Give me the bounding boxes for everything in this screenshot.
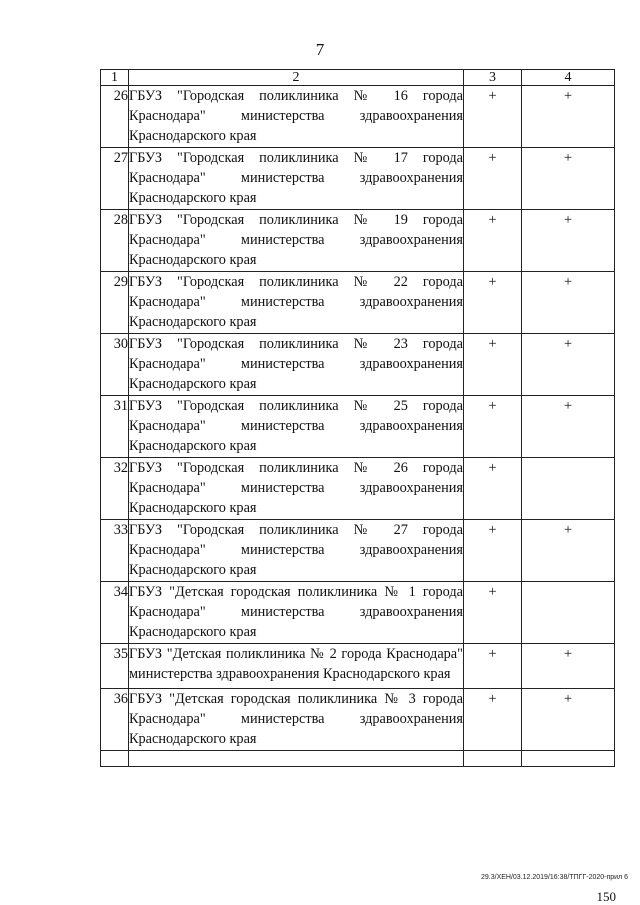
column-4-mark-cell: +: [522, 148, 615, 210]
institution-name-cell: ГБУЗ "Городская поликлиника № 25 города Краснодара" министерства здравоохранения Краснодарского края: [129, 396, 464, 458]
institution-name-cell: ГБУЗ "Городская поликлиника № 16 города Краснодара" министерства здравоохранения Краснодарского края: [129, 86, 464, 148]
table-header-row: [101, 70, 615, 86]
table-row: [101, 689, 615, 751]
column-3-mark-cell: +: [464, 272, 522, 334]
institution-name-cell: ГБУЗ "Городская поликлиника № 27 города Краснодара" министерства здравоохранения Краснодарского края: [129, 520, 464, 582]
institution-name-cell: ГБУЗ "Городская поликлиника № 17 города Краснодара" министерства здравоохранения Краснодарского края: [129, 148, 464, 210]
column-3-mark-cell: +: [464, 396, 522, 458]
table-row: [101, 458, 615, 520]
header-cell-3: 3: [464, 70, 522, 86]
header-cell-4: 4: [522, 70, 615, 86]
column-4-mark-cell: [522, 582, 615, 644]
table-row: [101, 396, 615, 458]
row-number-cell: 27: [101, 148, 129, 210]
column-3-mark-cell: [464, 751, 522, 767]
column-3-mark-cell: +: [464, 148, 522, 210]
column-4-mark-cell: +: [522, 396, 615, 458]
institution-name-cell: [129, 751, 464, 767]
row-number-cell: 30: [101, 334, 129, 396]
column-4-mark-cell: [522, 751, 615, 767]
column-3-mark-cell: +: [464, 520, 522, 582]
column-3-mark-cell: +: [464, 582, 522, 644]
institution-name-cell: ГБУЗ "Городская поликлиника № 22 города Краснодара" министерства здравоохранения Краснодарского края: [129, 272, 464, 334]
column-4-mark-cell: +: [522, 86, 615, 148]
row-number-cell: 34: [101, 582, 129, 644]
table-row: [101, 582, 615, 644]
table-row: [101, 644, 615, 689]
column-4-mark-cell: +: [522, 689, 615, 751]
institution-name-cell: ГБУЗ "Городская поликлиника № 26 города Краснодара" министерства здравоохранения Краснодарского края: [129, 458, 464, 520]
row-number-cell: 33: [101, 520, 129, 582]
table-row: [101, 520, 615, 582]
table-row: [101, 86, 615, 148]
table-row: [101, 210, 615, 272]
column-4-mark-cell: +: [522, 520, 615, 582]
table-row: [101, 334, 615, 396]
row-number-cell: 32: [101, 458, 129, 520]
column-3-mark-cell: +: [464, 334, 522, 396]
institution-name-cell: ГБУЗ "Городская поликлиника № 23 города Краснодара" министерства здравоохранения Краснодарского края: [129, 334, 464, 396]
column-4-mark-cell: [522, 458, 615, 520]
column-3-mark-cell: +: [464, 210, 522, 272]
clinics-table: [100, 69, 615, 767]
row-number-cell: 31: [101, 396, 129, 458]
column-3-mark-cell: +: [464, 458, 522, 520]
column-3-mark-cell: +: [464, 644, 522, 689]
footer-page-number: 150: [596, 889, 616, 904]
institution-name-cell: ГБУЗ "Детская поликлиника № 2 города Краснодара" министерства здравоохранения Краснодарского края: [129, 644, 464, 689]
table-row: [101, 148, 615, 210]
column-3-mark-cell: +: [464, 689, 522, 751]
institution-name-cell: ГБУЗ "Детская городская поликлиника № 1 города Краснодара" министерства здравоохранения Краснодарского края: [129, 582, 464, 644]
page-number: 7: [315, 40, 325, 59]
institution-name-cell: ГБУЗ "Детская городская поликлиника № 3 города Краснодара" министерства здравоохранения Краснодарского края: [129, 689, 464, 751]
institution-name-cell: ГБУЗ "Городская поликлиника № 19 города Краснодара" министерства здравоохранения Краснодарского края: [129, 210, 464, 272]
table-row: [101, 272, 615, 334]
row-number-cell: 26: [101, 86, 129, 148]
header-cell-1: 1: [101, 70, 129, 86]
column-4-mark-cell: +: [522, 644, 615, 689]
column-3-mark-cell: +: [464, 86, 522, 148]
table-body: [101, 70, 615, 767]
footer-document-code: 29.3/ХЕН/03.12.2019/16:38/ТПГГ-2020-прил 6: [481, 874, 628, 881]
row-number-cell: 29: [101, 272, 129, 334]
row-number-cell: [101, 751, 129, 767]
column-4-mark-cell: +: [522, 210, 615, 272]
column-4-mark-cell: +: [522, 272, 615, 334]
row-number-cell: 35: [101, 644, 129, 689]
row-number-cell: 36: [101, 689, 129, 751]
header-cell-2: 2: [129, 70, 464, 86]
table-row: [101, 751, 615, 767]
column-4-mark-cell: +: [522, 334, 615, 396]
row-number-cell: 28: [101, 210, 129, 272]
